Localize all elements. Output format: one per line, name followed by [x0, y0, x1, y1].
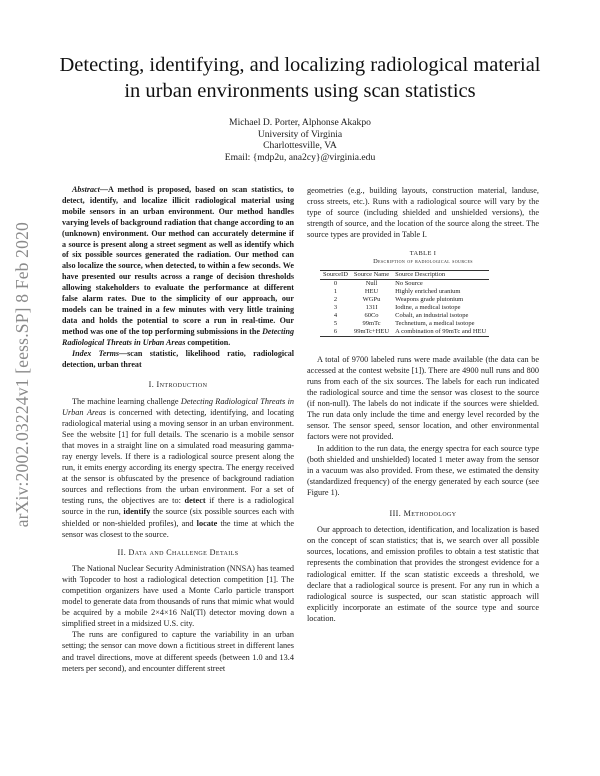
index-terms-text: —scan statistic, likelihood ratio, radiological detection, urban threat [62, 348, 294, 369]
table-cell: 99mTc [362, 319, 381, 327]
table-header-row [320, 271, 489, 279]
data-paragraph-4: In addition to the run data, the energy spectra for each source type (both shielded and unshielded) located 1 meter away from the sensor in a vacuum was also provided. From these, we estimated the density (standardized frequency) of the energy generated by each source (see Figure 1). [307, 443, 539, 497]
table-cell: 3 [333, 304, 338, 312]
right-column [307, 185, 539, 624]
source-table [320, 270, 489, 336]
table-cell: 5 [333, 319, 338, 327]
source-table-grid [320, 271, 489, 335]
table-cell: 0 [333, 280, 338, 288]
table-cell: 60Co [364, 312, 379, 319]
section-heading-intro: I. Introduction [148, 380, 208, 390]
table-number: TABLE I [409, 250, 437, 258]
table-row [320, 320, 489, 328]
author-email: Email: {mdp2u, ana2cy}@virginia.edu [224, 151, 376, 163]
author-location: Charlottesville, VA [263, 140, 337, 152]
table-cell: 99mTc+HEU [354, 327, 390, 335]
author-affiliation: University of Virginia [257, 128, 343, 140]
data-paragraph-2: The runs are configured to capture the variability in an urban setting; the sensor can move down a fictitious street in different lanes and travel directions, move at different speeds (between 1.0 and 13.4 meters per second), and encounter different street [62, 630, 294, 673]
index-terms [62, 349, 294, 371]
table-cell: WGPu [362, 296, 381, 304]
abstract-text: —A method is proposed, based on scan statistics, to detect, identify, and localize illicit radiological material using mobile sensors in an urban environment. Our method handles varying levels of background radiation that change according to an (unknown) environment. Our method can accurately determine if a source is present along a street segment as well as identify which of six possible sources generated the radiation. Our method can also localize the source, when detected, to within a few seconds. We have presented our results across a range of decision thresholds allowing stakeholders to evaluate the performance at different false alarm rates. Due to the simplicity of our approach, our models can be trained in a few minutes with very little training data and holds the potential to score a run in real-time. Our method was one of the top performing submissions in the [62, 185, 294, 336]
table-cell: Iodine, a medical isotope [395, 304, 461, 312]
abstract [62, 185, 294, 349]
table-cell: Technetium, a medical isotope [395, 319, 475, 327]
intro-text-b: is concerned with detecting, identifying, and locating radiological material using a moving sensor in an urban environment. See the website [1] for full details. The scenario is a mobile sensor that moves in a straight line on a simulated road measuring gamma-ray energy levels. If there is a radiological source present along the run, it emits energy according its energy spectra. The energy received at the sensor is obfuscated by the presence of background radiation sources and reflections from the urban environment. For a set of testing runs, the objectives are to: [62, 407, 294, 506]
section-heading-data: II. Data and Challenge Details [117, 547, 239, 557]
abstract-text-end: competition. [185, 337, 231, 347]
section-heading-method: III. Methodology [389, 509, 457, 519]
table-cell: Weapons grade plutonium [395, 296, 464, 304]
table-cell: 131I [365, 304, 378, 312]
table-cell: 4 [333, 312, 338, 319]
intro-locate: locate [196, 518, 218, 528]
table-row [320, 304, 489, 312]
table-cell: HEU [364, 288, 379, 296]
intro-paragraph [62, 396, 294, 540]
arxiv-stamp [10, 160, 34, 590]
table-cell: 1 [333, 288, 338, 296]
left-column [62, 185, 294, 674]
table-cell: 6 [333, 327, 338, 335]
intro-challenge-name: Detecting Radiological Threats in Urban Areas [62, 396, 294, 417]
intro-text-a: The machine learning challenge [72, 396, 181, 406]
paper-title: Detecting, identifying, and localizing radiological material in urban environments using scan statistics [59, 54, 541, 102]
table-cell: 2 [333, 296, 338, 304]
arxiv-stamp-text: arXiv:2002.03224v1 [eess.SP] 8 Feb 2020 [11, 222, 32, 528]
data-paragraph-2-continued: geometries (e.g., building layouts, construction material, landuse, cross streets, etc.). Runs with a radiological source will vary by the type of source (including shielded and unshielded versions), the strength of source, and the location of the source along the street. The source types are provided in Table I. [307, 186, 539, 240]
table-cell: A combination of 99mTc and HEU [395, 327, 487, 335]
table-row [320, 328, 489, 336]
table-header-cell: Source Description [392, 271, 489, 279]
table-cell: Null [365, 280, 378, 288]
table-caption: Description of radiological sources [373, 258, 473, 266]
table-header-cell: SourceID [320, 271, 351, 279]
table-cell: Cobalt, an industrial isotope [395, 312, 469, 319]
index-terms-label: Index Terms [72, 348, 120, 358]
intro-identify: identify [123, 507, 151, 517]
intro-text-e: the time at which the sensor was closest to the source. [62, 518, 294, 539]
table-cell: Highly enriched uranium [395, 288, 461, 296]
table-header-cell: Source Name [351, 271, 392, 279]
intro-text-c: if there is a radiological source in the run, [62, 496, 294, 517]
author-block [100, 117, 500, 163]
table-row [320, 296, 489, 304]
table-row [320, 280, 489, 288]
author-names: Michael D. Porter, Alphonse Akakpo [229, 117, 371, 128]
data-paragraph-3: A total of 9700 labeled runs were made available (the data can be accessed at the contest website [1]). There are 4900 null runs and 800 runs from each of the six sources. The labels for each run indicated the radiological source and time the sensor was closest to the source (if non-null). The labels do not indicate if the sources were shielded. The run data only include the time and energy level recorded by the sensor. The sensor speed, sensor location, and other environmental factors were not provided. [307, 354, 539, 442]
data-paragraph-1: The National Nuclear Security Administration (NNSA) has teamed with Topcoder to host a radiological detection competition [1]. The competition organizers have used a Monte Carlo particle transport model to generate data from thousands of runs that mimic what would be acquired by a mobile 2×4×16 NaI(Tl) detector moving down a simplified street in a midsized U.S. city. [62, 563, 294, 629]
table-cell: No Source [395, 280, 423, 288]
abstract-competition-name: Detecting Radiological Threats in Urban Areas [62, 326, 294, 347]
method-paragraph: Our approach to detection, identification, and localization is based on the concept of scan statistics; that is, we search over all possible sources, locations, and emission profiles to obtain a test statistic that represents the combination that provides the strongest evidence for a radiological emitter. If the scan statistic exceeds a threshold, we declare that a radiological source is present. For any run in which a radiological source is suspected, our scan statistic approach will explicitly incorporate an estimate of the source type and source location. [307, 525, 539, 623]
intro-detect: detect [184, 496, 206, 506]
intro-text-d: the source (six possible sources each with shielded or non-shielded profiles), and [62, 507, 295, 528]
table-row [320, 288, 489, 296]
abstract-label: Abstract [72, 185, 100, 194]
table-row [320, 312, 489, 320]
